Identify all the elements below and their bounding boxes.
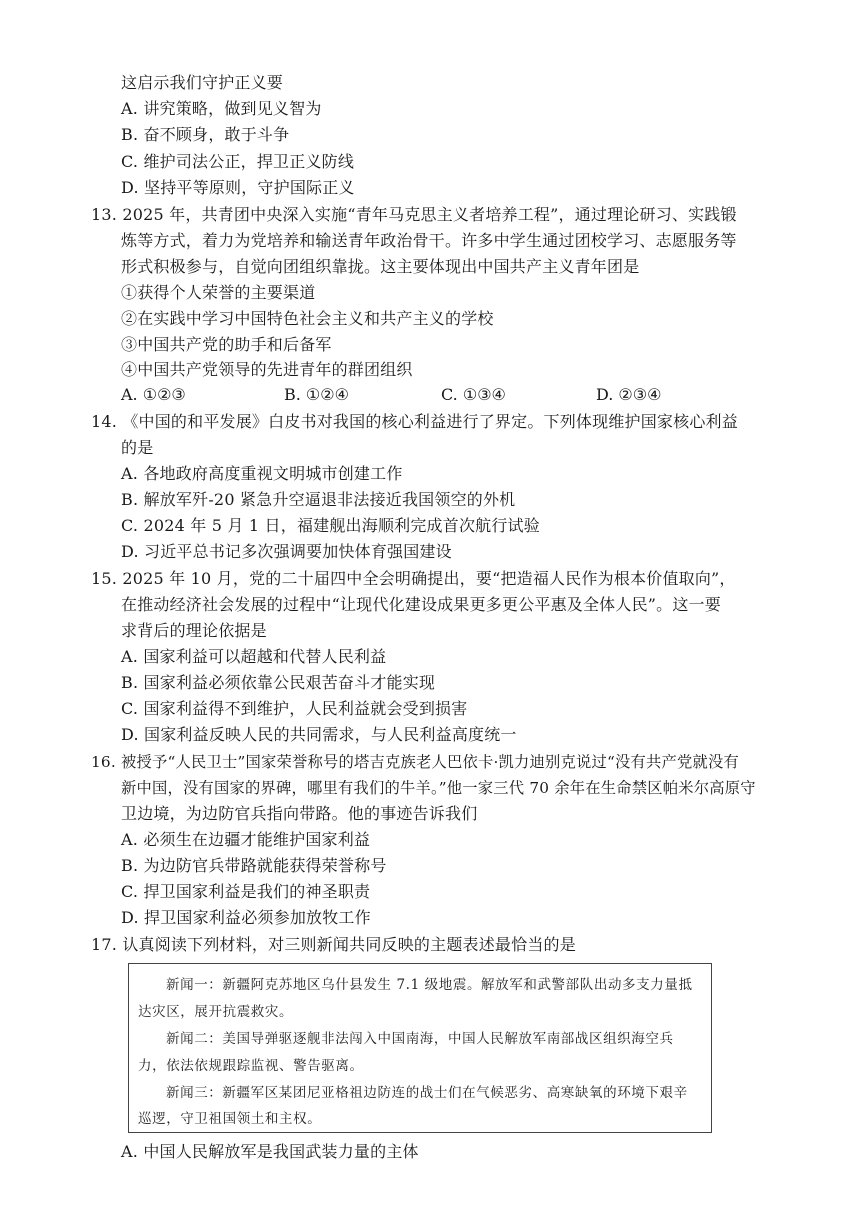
q17-news-3-line-1: 新闻三：新疆军区某团尼亚格祖边防连的战士们在气候恶劣、高寒缺氧的环境下艰辛: [166, 1085, 688, 1101]
q14-option-b[interactable]: B. 解放军歼-20 紧急升空逼退非法接近我国领空的外机: [121, 490, 516, 509]
q16-option-d[interactable]: D. 捍卫国家利益必须参加放牧工作: [121, 908, 371, 927]
q12-option-a[interactable]: A. 讲究策略，做到见义智为: [121, 99, 322, 118]
q15-option-b[interactable]: B. 国家利益必须依靠公民艰苦奋斗才能实现: [121, 673, 436, 692]
q13-choice-b[interactable]: B. ①②④: [284, 385, 349, 404]
q15-option-a[interactable]: A. 国家利益可以超越和代替人民利益: [121, 647, 387, 666]
q17-news-2-line-2: 力，依法依规跟踪监视、警告驱离。: [138, 1058, 364, 1074]
q13-stem-line-1: 13. 2025 年，共青团中央深入实施“青年马克思主义者培养工程”，通过理论研习、实践锻: [91, 205, 737, 224]
q17-news-2-line-1: 新闻二：美国导弹驱逐舰非法闯入中国南海，中国人民解放军南部战区组织海空兵: [166, 1031, 674, 1047]
q13-statement-3: ③中国共产党的助手和后备军: [121, 335, 332, 354]
q17-news-1-line-1: 新闻一：新疆阿克苏地区乌什县发生 7.1 级地震。解放军和武警部队出动多支力量抵: [166, 977, 693, 993]
q13-statement-1: ①获得个人荣誉的主要渠道: [121, 283, 316, 302]
q14-stem-line-1: 14. 《中国的和平发展》白皮书对我国的核心利益进行了界定。下列体现维护国家核心利益: [91, 412, 738, 431]
q14-option-c[interactable]: C. 2024 年 5 月 1 日，福建舰出海顺利完成首次航行试验: [121, 516, 540, 535]
q16-option-b[interactable]: B. 为边防官兵带路就能获得荣誉称号: [121, 856, 387, 875]
q16-option-c[interactable]: C. 捍卫国家利益是我们的神圣职责: [121, 882, 371, 901]
q15-stem-line-3: 求背后的理论依据是: [121, 621, 267, 640]
q12-option-b[interactable]: B. 奋不顾身，敢于斗争: [121, 125, 290, 144]
q13-stem-line-2: 炼等方式，着力为党培养和输送青年政治骨干。许多中学生通过团校学习、志愿服务等: [121, 231, 737, 250]
q16-stem-line-2: 新中国，没有国家的界碑，哪里有我们的牛羊。”他一家三代 70 余年在生命禁区帕米尔高原守: [121, 779, 756, 797]
q14-stem-line-2: 的是: [121, 438, 154, 457]
q13-stem-line-3: 形式积极参与，自觉向团组织靠拢。这主要体现出中国共产主义青年团是: [121, 257, 640, 276]
q13-choice-c[interactable]: C. ①③④: [441, 385, 506, 404]
q13-choice-d[interactable]: D. ②③④: [596, 385, 662, 404]
q17-option-a[interactable]: A. 中国人民解放军是我国武装力量的主体: [121, 1142, 419, 1161]
q12-option-c[interactable]: C. 维护司法公正，捍卫正义防线: [121, 152, 355, 171]
q13-statement-2: ②在实践中学习中国特色社会主义和共产主义的学校: [121, 309, 494, 328]
q15-option-d[interactable]: D. 国家利益反映人民的共同需求，与人民利益高度统一: [121, 725, 517, 744]
q15-stem-line-2: 在推动经济社会发展的过程中“让现代化建设成果更多更公平惠及全体人民”。这一要: [121, 595, 721, 614]
q15-stem-line-1: 15. 2025 年 10 月，党的二十届四中全会明确提出，要“把造福人民作为根本价值取向”，: [91, 569, 736, 588]
q14-option-d[interactable]: D. 习近平总书记多次强调要加快体育强国建设: [121, 542, 452, 561]
q13-choices: [121, 384, 761, 408]
q17-stem: 17. 认真阅读下列材料，对三则新闻共同反映的主题表述最恰当的是: [91, 935, 576, 954]
q14-option-a[interactable]: A. 各地政府高度重视文明城市创建工作: [121, 464, 403, 483]
q16-stem-line-1: 16. 被授予“人民卫士”国家荣誉称号的塔吉克族老人巴依卡·凯力迪别克说过“没有共产党就没有: [91, 753, 739, 771]
q12-stem-tail: 这启示我们守护正义要: [121, 73, 284, 92]
q17-news-3-line-2: 巡逻，守卫祖国领土和主权。: [138, 1111, 322, 1127]
q15-option-c[interactable]: C. 国家利益得不到维护，人民利益就会受到损害: [121, 699, 468, 718]
q16-stem-line-3: 卫边境，为边防官兵指向带路。他的事迹告诉我们: [121, 804, 478, 823]
q17-news-1-line-2: 达灾区，展开抗震救灾。: [138, 1004, 294, 1020]
q13-statement-4: ④中国共产党领导的先进青年的群团组织: [121, 360, 413, 379]
q13-choice-a[interactable]: A. ①②③: [121, 385, 186, 404]
q16-option-a[interactable]: A. 必须生在边疆才能维护国家利益: [121, 830, 371, 849]
q12-option-d[interactable]: D. 坚持平等原则，守护国际正义: [121, 178, 355, 197]
q17-news-box: [128, 963, 712, 1133]
